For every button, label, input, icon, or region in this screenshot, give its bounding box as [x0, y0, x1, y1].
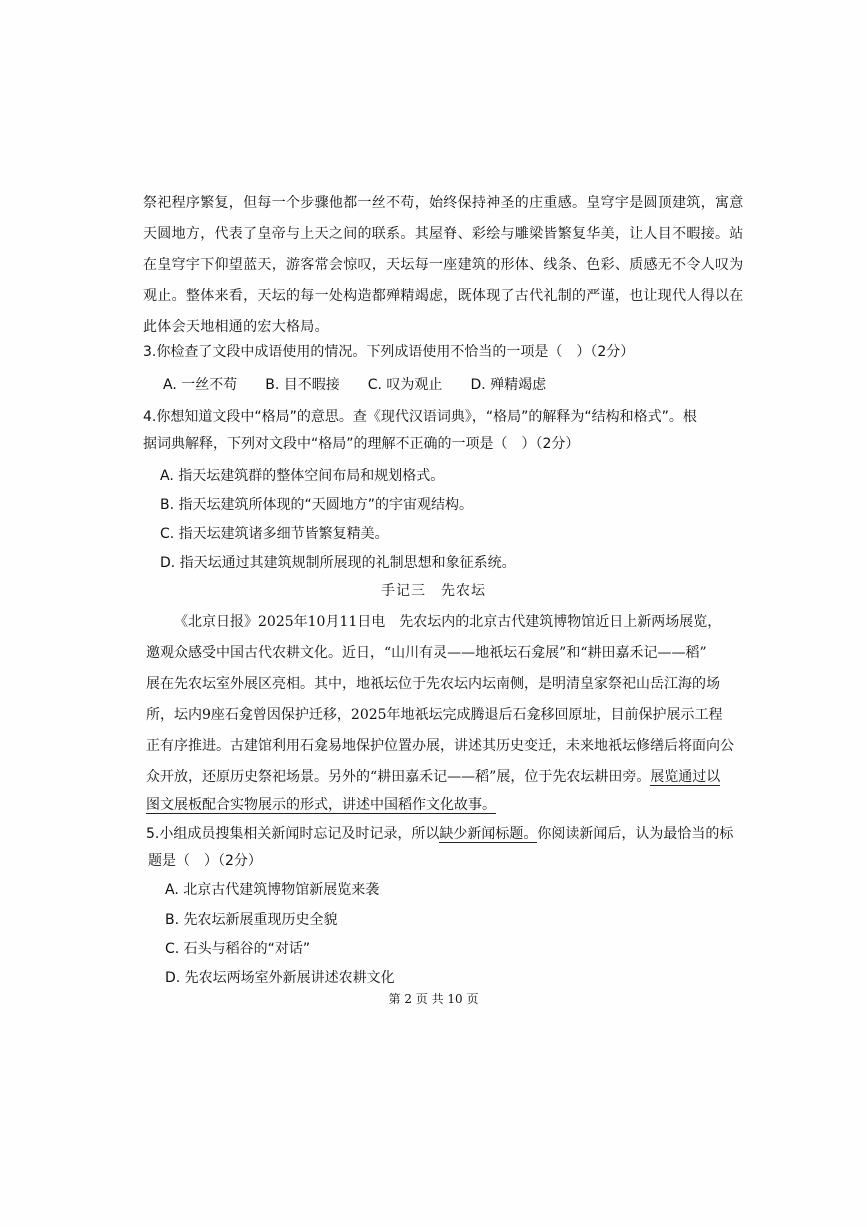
q5-stem-part-c: 你阅读新闻后，认为最恰当的标: [537, 826, 734, 842]
q5-stem-part-a: 5.小组成员搜集相关新闻时忘记及时记录，所以: [146, 826, 440, 842]
q5-stem-underlined: 缺少新闻标题。: [439, 826, 538, 842]
question-4-stem-line-2: 据词典解释，下列对文段中“格局”的理解不正确的一项是（ ）（2分）: [143, 436, 580, 452]
section-title: 手记三 先农坛: [381, 583, 486, 599]
q5-option-b: B. 先农坛新展重现历史全貌: [165, 912, 338, 928]
q4-option-b: B. 指天坛建筑所体现的“天圆地方”的宇宙观结构。: [160, 497, 474, 513]
q5-option-d: D. 先农坛两场室外新展讲述农耕文化: [165, 970, 395, 986]
question-5-stem-line-1: [146, 824, 733, 844]
news-line-3: 展在先农坛室外展区亮相。其中，地祇坛位于先农坛内坛南侧，是明清皇家祭祀山岳江海的场: [146, 676, 720, 692]
question-3-options: [163, 375, 723, 395]
q4-option-a: A. 指天坛建筑群的整体空间布局和规划格式。: [160, 468, 445, 484]
question-4-stem-line-1: 4.你想知道文段中“格局”的意思。查《现代汉语词典》，“格局”的解释为“结构和格式”。根: [143, 409, 697, 425]
question-3-stem: 3.你检查了文段中成语使用的情况。下列成语使用不恰当的一项是（ ）（2分）: [143, 344, 635, 360]
q5-option-a: A. 北京古代建筑博物馆新展览来袭: [165, 882, 380, 898]
passage-line-5: 此体会天地相通的宏大格局。: [143, 319, 329, 335]
passage-line-1: 祭祀程序繁复，但每一个步骤他都一丝不苟，始终保持神圣的庄重感。皇穹宇是圆顶建筑，寓意: [143, 195, 744, 211]
news-line-1: 《北京日报》2025年10月11日电 先农坛内的北京古代建筑博物馆近日上新两场展览，: [174, 614, 722, 630]
q4-option-c: C. 指天坛建筑诸多细节皆繁复精美。: [160, 526, 389, 542]
q3-option-b: B. 目不暇接: [265, 377, 340, 393]
passage-line-3: 在皇穹宇下仰望蓝天，游客常会惊叹，天坛每一座建筑的形体、线条、色彩、质感无不令人叹为: [143, 257, 744, 273]
passage-line-2: 天圆地方，代表了皇帝与上天之间的联系。其屋脊、彩绘与雕梁皆繁复华美，让人目不暇接。站: [143, 226, 744, 242]
question-5-stem-line-2: 题是（ ）（2分）: [148, 853, 262, 869]
page-footer: 第 2 页 共 10 页: [388, 992, 479, 1006]
news-line-2: 邀观众感受中国古代农耕文化。近日，“山川有灵——地祇坛石龛展”和“耕田嘉禾记——稻”: [146, 645, 707, 661]
q5-option-c: C. 石头与稻谷的“对话”: [165, 941, 311, 957]
news-underlined-sentence: 图文展板配合实物展示的形式，讲述中国稻作文化故事。: [146, 797, 496, 813]
news-underlined-phrase: 展览通过以: [650, 769, 721, 785]
news-line-6-text: 众开放，还原历史祭祀场景。另外的“耕田嘉禾记——稻”展，位于先农坛耕田旁。: [146, 769, 651, 785]
q3-option-d: D. 殚精竭虑: [470, 377, 547, 393]
news-line-4: 所，坛内9座石龛曾因保护迁移，2025年地祇坛完成腾退后石龛移回原址，目前保护展示工程: [146, 707, 723, 723]
news-line-5: 正有序推进。古建馆利用石龛易地保护位置办展，讲述其历史变迁，未来地祇坛修缮后将面向公: [146, 738, 734, 754]
q4-option-d: D. 指天坛通过其建筑规制所展现的礼制思想和象征系统。: [160, 555, 516, 571]
news-line-6: [146, 767, 720, 787]
news-line-7: [146, 795, 496, 815]
q3-option-a: A. 一丝不苟: [163, 377, 238, 393]
passage-line-4: 观止。整体来看，天坛的每一处构造都殚精竭虑，既体现了古代礼制的严谨，也让现代人得以在: [143, 288, 744, 304]
q3-option-c: C. 叹为观止: [367, 377, 443, 393]
